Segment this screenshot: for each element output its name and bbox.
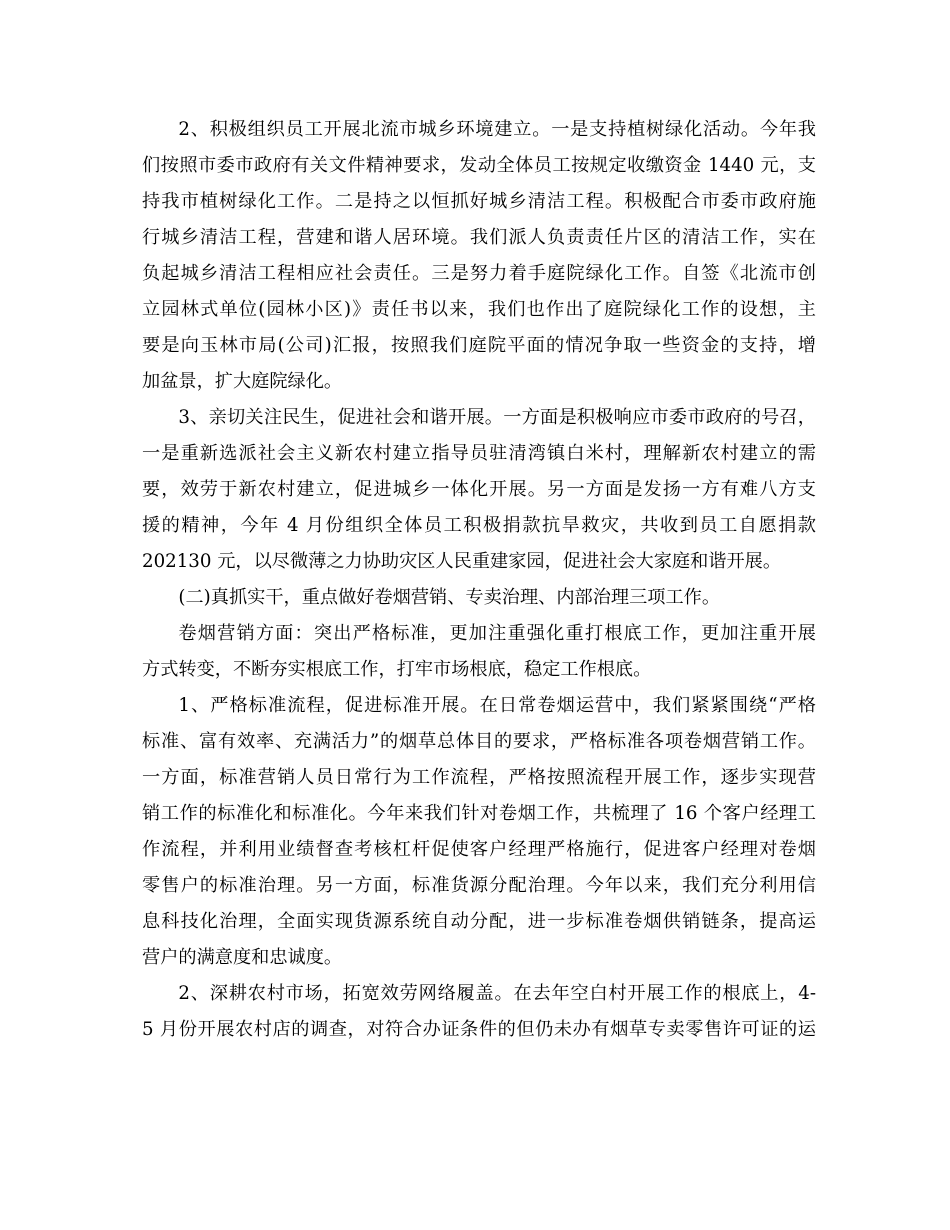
paragraph-line: 息科技化治理，全面实现货源系统自动分配，进一步标准卷烟供销链条，提高运	[142, 911, 816, 932]
paragraph-line: 要，效劳于新农村建立，促进城乡一体化开展。另一方面是发扬一方有难八方支	[142, 479, 816, 500]
paragraph-line: 营户的满意度和忠诚度。	[142, 947, 343, 968]
paragraph-line: 2、深耕农村市场，拓宽效劳网络履盖。在去年空白村开展工作的根底上，4-	[178, 983, 816, 1004]
paragraph-rural-market	[142, 976, 816, 1048]
paragraph-line: 3、亲切关注民生，促进社会和谐开展。一方面是积极响应市委市政府的号召，	[178, 407, 816, 428]
paragraph-standard-process	[142, 688, 816, 976]
paragraph-livelihood-harmony	[142, 400, 816, 580]
section-heading-line: (二)真抓实干，重点做好卷烟营销、专卖治理、内部治理三项工作。	[178, 587, 721, 608]
paragraph-line: 们按照市委市政府有关文件精神要求，发动全体员工按规定收缴资金 1440 元，支	[142, 155, 816, 176]
paragraph-line: 202130 元，以尽微薄之力协助灾区人民重建家园，促进社会大家庭和谐开展。	[142, 551, 782, 572]
paragraph-line: 1、严格标准流程，促进标准开展。在日常卷烟运营中，我们紧紧围绕“严格	[178, 695, 816, 716]
paragraph-line: 销工作的标准化和标准化。今年来我们针对卷烟工作，共梳理了 16 个客户经理工	[142, 803, 816, 824]
document-body	[142, 112, 816, 1048]
paragraph-line: 方式转变，不断夯实根底工作，打牢市场根底，稳定工作根底。	[142, 659, 652, 680]
paragraph-line: 立园林式单位(园林小区)》责任书以来，我们也作出了庭院绿化工作的设想，主	[142, 299, 816, 320]
paragraph-line: 一方面，标准营销人员日常行为工作流程，严格按照流程开展工作，逐步实现营	[142, 767, 816, 788]
paragraph-line: 零售户的标准治理。另一方面，标准货源分配治理。今年以来，我们充分利用信	[142, 875, 816, 896]
paragraph-line: 加盆景，扩大庭院绿化。	[142, 371, 343, 392]
paragraph-line: 2、积极组织员工开展北流市城乡环境建立。一是支持植树绿化活动。今年我	[178, 119, 816, 140]
paragraph-line: 标准、富有效率、充满活力”的烟草总体目的要求，严格标准各项卷烟营销工作。	[142, 731, 816, 752]
paragraph-urban-rural-environment	[142, 112, 816, 400]
paragraph-line: 行城乡清洁工程，营建和谐人居环境。我们派人负责责任片区的清洁工作，实在	[142, 227, 816, 248]
paragraph-line: 负起城乡清洁工程相应社会责任。三是努力着手庭院绿化工作。自签《北流市创	[142, 263, 816, 284]
paragraph-line: 一是重新选派社会主义新农村建立指导员驻清湾镇白米村，理解新农村建立的需	[142, 443, 816, 464]
paragraph-line: 作流程，并利用业绩督查考核杠杆促使客户经理严格施行，促进客户经理对卷烟	[142, 839, 816, 860]
paragraph-cigarette-marketing	[142, 616, 816, 688]
paragraph-line: 援的精神，今年 4 月份组织全体员工积极捐款抗旱救灾，共收到员工自愿捐款	[142, 515, 816, 536]
paragraph-line: 5 月份开展农村店的调查，对符合办证条件的但仍未办有烟草专卖零售许可证的运	[142, 1019, 816, 1040]
paragraph-line: 持我市植树绿化工作。二是持之以恒抓好城乡清洁工程。积极配合市委市政府施	[142, 191, 816, 212]
paragraph-line: 卷烟营销方面：突出严格标准，更加注重强化重打根底工作，更加注重开展	[178, 623, 816, 644]
paragraph-line: 要是向玉林市局(公司)汇报，按照我们庭院平面的情况争取一些资金的支持，增	[142, 335, 816, 356]
section-heading	[142, 580, 816, 616]
